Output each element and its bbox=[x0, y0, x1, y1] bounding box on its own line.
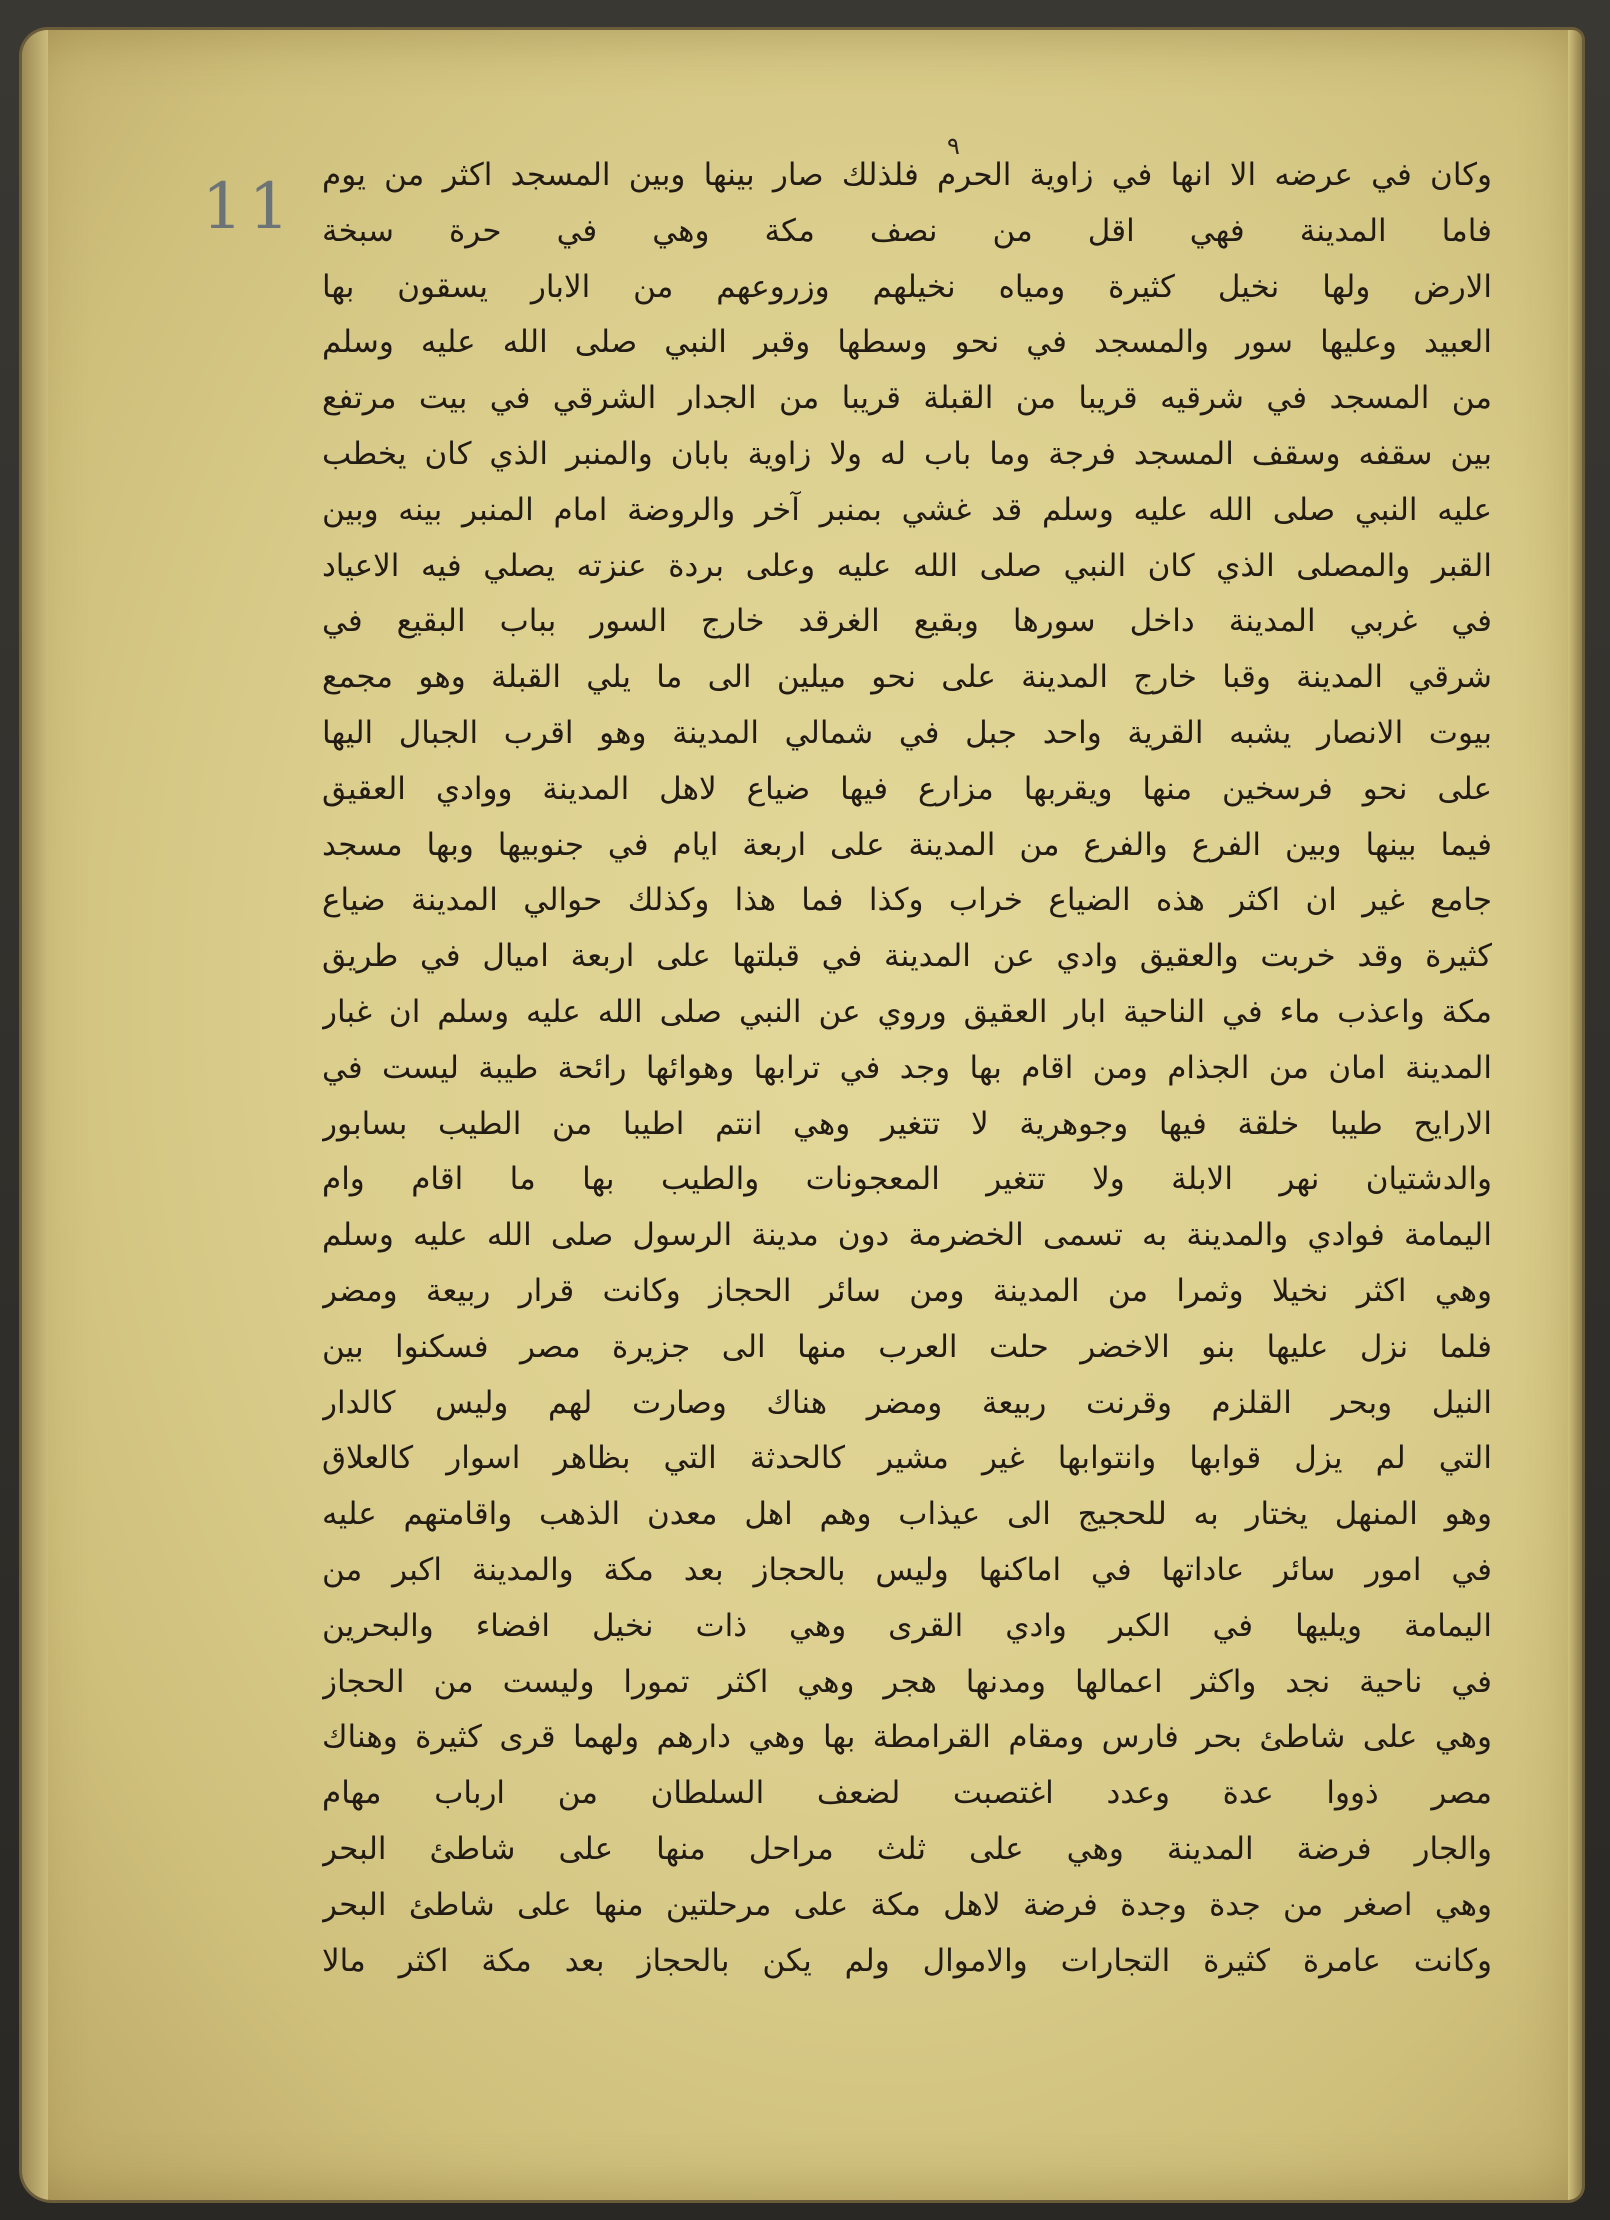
text-line: النيل وبحر القلزم وقرنت ربيعة ومضر هناك وصارت لهم وليس كالدار bbox=[322, 1384, 1492, 1421]
text-line: فلما نزل عليها بنو الاخضر حلت العرب منها الى جزيرة مصر فسكنوا بين bbox=[322, 1328, 1492, 1365]
text-line: وهي على شاطئ بحر فارس ومقام القرامطة بها وهي دارهم ولهما قرى كثيرة وهناك bbox=[322, 1719, 1492, 1756]
text-line: عليه النبي صلى الله عليه وسلم قد غشي بمنبر آخر والروضة امام المنبر بينه وبين bbox=[322, 491, 1492, 528]
text-line: الارايح طيبا خلقة فيها وجوهرية لا تتغير وهي انتم اطيبا من الطيب بسابور bbox=[322, 1105, 1492, 1142]
text-line: مكة واعذب ماء في الناحية ابار العقيق وروي عن النبي صلى الله عليه وسلم ان غبار bbox=[322, 993, 1492, 1030]
text-line: بيوت الانصار يشبه القرية واحد جبل في شمالي المدينة وهو اقرب الجبال اليها bbox=[322, 714, 1492, 751]
text-line: اليمامة ويليها في الكبر وادي القرى وهي ذات نخيل افضاء والبحرين bbox=[322, 1607, 1492, 1644]
text-line: على نحو فرسخين منها ويقربها مزارع فيها ضياع لاهل المدينة ووادي العقيق bbox=[322, 770, 1492, 807]
page-number: ٩ bbox=[947, 132, 960, 160]
text-line: وهي اصغر من جدة وجدة فرضة لاهل مكة على مرحلتين منها على شاطئ البحر bbox=[322, 1886, 1492, 1923]
text-line: المدينة امان من الجذام ومن اقام بها وجد في ترابها وهوائها رائحة طيبة ليست في bbox=[322, 1049, 1492, 1086]
text-line: اليمامة فوادي والمدينة به تسمى الخضرمة دون مدينة الرسول صلى الله عليه وسلم bbox=[322, 1217, 1492, 1254]
text-line: وكان في عرضه الا انها في زاوية الحرم فلذلك صار بينها وبين المسجد اكثر من يوم bbox=[322, 157, 1492, 193]
text-line: الارض ولها نخيل كثيرة ومياه نخيلهم وزروعهم من الابار يسقون بها bbox=[322, 268, 1492, 305]
text-line: في ناحية نجد واكثر اعمالها ومدنها هجر وهي اكثر تمورا وليست من الحجاز bbox=[322, 1663, 1492, 1700]
text-line: وهو المنهل يختار به للحجيج الى عيذاب وهم اهل معدن الذهب واقامتهم عليه bbox=[322, 1496, 1492, 1533]
text-line: وكانت عامرة كثيرة التجارات والاموال ولم يكن بالحجاز بعد مكة اكثر مالا bbox=[322, 1942, 1492, 1979]
text-line: العبيد وعليها سور والمسجد في نحو وسطها وقبر النبي صلى الله عليه وسلم bbox=[322, 324, 1492, 361]
text-line: جامع غير ان اكثر هذه الضياع خراب وكذا فما هذا وكذلك حوالي المدينة ضياع bbox=[322, 882, 1492, 919]
text-line: من المسجد في شرقيه قريبا من القبلة قريبا من الجدار الشرقي في بيت مرتفع bbox=[322, 380, 1492, 417]
text-line: بين سقفه وسقف المسجد فرجة وما باب له ولا زاوية بابان والمنبر الذي كان يخطب bbox=[322, 435, 1492, 472]
folio-number: 11 bbox=[202, 170, 296, 244]
arabic-text-block bbox=[322, 148, 1492, 1989]
text-line: كثيرة وقد خربت والعقيق وادي عن المدينة في قبلتها على اربعة اميال في طريق bbox=[322, 938, 1492, 975]
text-line: فاما المدينة فهي اقل من نصف مكة وهي في حرة سبخة bbox=[322, 212, 1492, 249]
manuscript-page bbox=[22, 30, 1582, 2200]
text-line: في امور سائر عاداتها في اماكنها وليس بالحجاز بعد مكة والمدينة اكبر من bbox=[322, 1551, 1492, 1588]
text-line: والدشتيان نهر الابلة ولا تتغير المعجونات والطيب بها ما اقام وام bbox=[322, 1161, 1492, 1198]
text-line: القبر والمصلى الذي كان النبي صلى الله عليه وعلى بردة عنزته يصلي فيه الاعياد bbox=[322, 547, 1492, 584]
text-line: والجار فرضة المدينة وهي على ثلث مراحل منها على شاطئ البحر bbox=[322, 1830, 1492, 1867]
text-line: التي لم يزل قوابها وانتوابها غير مشير كالحدثة التي بظاهر اسوار كالعلاق bbox=[322, 1440, 1492, 1477]
text-line: وهي اكثر نخيلا وثمرا من المدينة ومن سائر الحجاز وكانت قرار ربيعة ومضر bbox=[322, 1272, 1492, 1309]
text-line: فيما بينها وبين الفرع والفرع من المدينة على اربعة ايام في جنوبيها وبها مسجد bbox=[322, 826, 1492, 863]
text-line: في غربي المدينة داخل سورها وبقيع الغرقد خارج السور بباب البقيع في bbox=[322, 603, 1492, 640]
text-line: مصر ذووا عدة وعدد اغتصبت لضعف السلطان من ارباب مهام bbox=[322, 1775, 1492, 1812]
text-line: شرقي المدينة وقبا خارج المدينة على نحو ميلين الى ما يلي القبلة وهو مجمع bbox=[322, 659, 1492, 696]
